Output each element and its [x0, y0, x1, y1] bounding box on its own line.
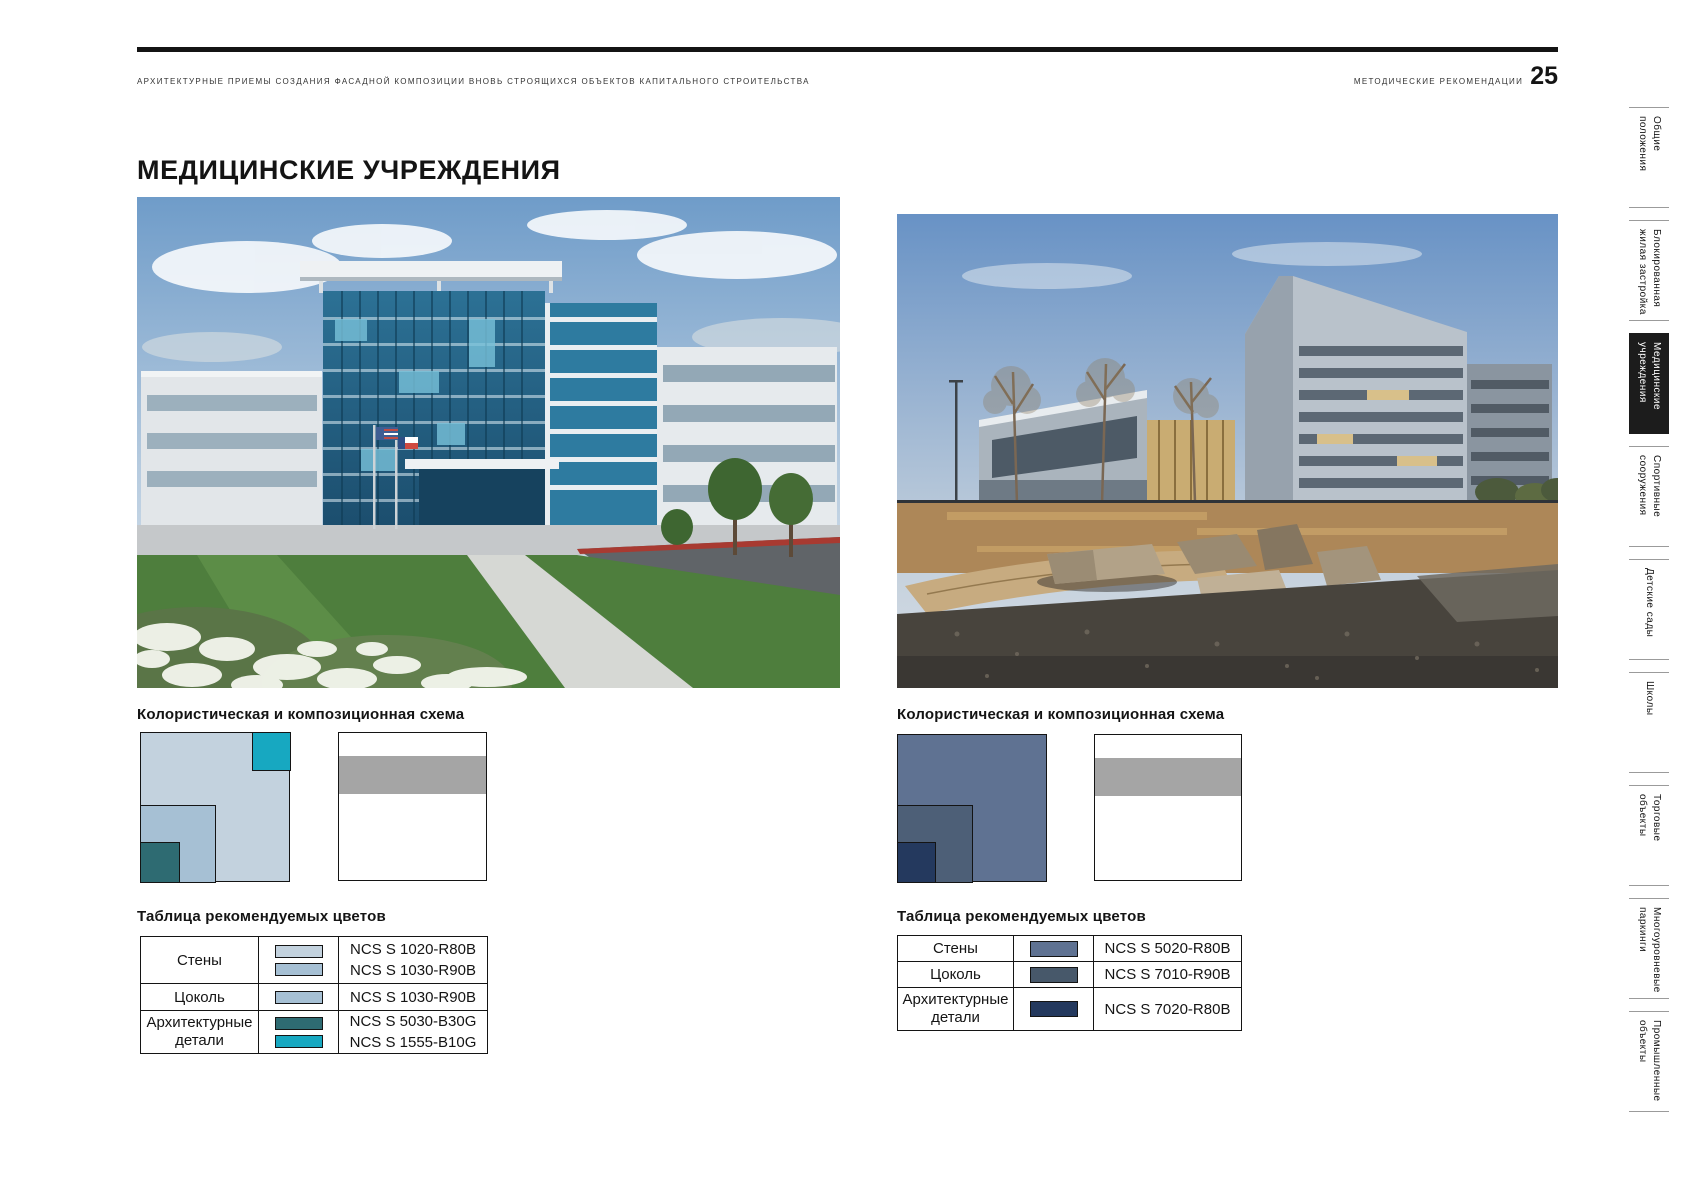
- sidebar-item-label: Общие положения: [1637, 116, 1662, 172]
- left-photo-illustration: [137, 197, 840, 688]
- sidebar-item-promyshlennye-obekty[interactable]: [1629, 1011, 1669, 1112]
- color-swatch: [1030, 1001, 1078, 1017]
- right-palette-box: [897, 734, 1047, 882]
- cell-code: NCS S 5030-B30G NCS S 1555-B10G: [339, 1011, 488, 1054]
- header-left-text: АРХИТЕКТУРНЫЕ ПРИЕМЫ СОЗДАНИЯ ФАСАДНОЙ КОМПОЗИЦИИ ВНОВЬ СТРОЯЩИХСЯ ОБЪЕКТОВ КАПИТАЛЬНОГО СТРОИТЕЛЬСТВА: [137, 77, 810, 86]
- header-right: [1354, 62, 1558, 91]
- left-detail-square: [140, 842, 180, 883]
- cell-label: Стены: [141, 937, 259, 984]
- cell-label: Цоколь: [898, 962, 1014, 988]
- left-composition-box: [338, 732, 487, 881]
- right-scheme-heading: Колористическая и композиционная схема: [897, 706, 1225, 723]
- left-photo: [137, 197, 840, 688]
- cell-code: NCS S 7010-R90B: [1094, 962, 1242, 988]
- table-row: [141, 937, 488, 984]
- left-color-table: [140, 936, 488, 1054]
- cell-label: Стены: [898, 936, 1014, 962]
- cell-label: Архитектурные детали: [898, 988, 1014, 1031]
- sidebar-item-label: Многоуровневые паркинги: [1637, 907, 1662, 993]
- ground-and-rocks: [897, 500, 1558, 688]
- cell-code: NCS S 1020-R80B NCS S 1030-R90B: [339, 937, 488, 984]
- left-table-heading: Таблица рекомендуемых цветов: [137, 908, 386, 925]
- cell-swatch: [259, 1011, 339, 1054]
- right-detail-square: [897, 842, 936, 883]
- cell-label: Архитектурные детали: [141, 1011, 259, 1054]
- cell-label: Цоколь: [141, 984, 259, 1011]
- sidebar-item-blokirovannaya-zastroyka[interactable]: [1629, 220, 1669, 321]
- sidebar-item-detskie-sady[interactable]: [1629, 559, 1669, 660]
- cell-swatch: [1014, 936, 1094, 962]
- right-photo-illustration: [897, 214, 1558, 688]
- sidebar-item-label: Промышленные объекты: [1637, 1020, 1662, 1102]
- table-row: [141, 984, 488, 1011]
- left-composition-band: [339, 756, 486, 794]
- left-accent-square: [252, 732, 291, 771]
- cell-swatch: [1014, 962, 1094, 988]
- left-palette-box: [140, 732, 290, 882]
- header-right-text: МЕТОДИЧЕСКИЕ РЕКОМЕНДАЦИИ: [1353, 77, 1524, 86]
- sidebar-item-label: Блокированная жилая застройка: [1637, 229, 1662, 315]
- cell-code: NCS S 7020-R80B: [1094, 988, 1242, 1031]
- page-number: 25: [1530, 62, 1558, 90]
- cell-swatch: [259, 937, 339, 984]
- sidebar-item-shkoly[interactable]: [1629, 672, 1669, 773]
- sidebar-item-torgovye-obekty[interactable]: [1629, 785, 1669, 886]
- table-row: [141, 1011, 488, 1054]
- right-photo: [897, 214, 1558, 688]
- color-swatch: [275, 1017, 323, 1030]
- color-swatch: [275, 1035, 323, 1048]
- right-color-table: [897, 935, 1242, 1031]
- page-title: МЕДИЦИНСКИЕ УЧРЕЖДЕНИЯ: [137, 155, 561, 185]
- color-swatch: [1030, 941, 1078, 957]
- header-rule: [137, 47, 1558, 52]
- right-composition-box: [1094, 734, 1242, 881]
- sidebar-item-label: Детские сады: [1644, 568, 1655, 638]
- sidebar-item-label: Медицинские учреждения: [1637, 342, 1662, 411]
- table-row: [898, 988, 1242, 1031]
- sidebar-item-meditsinskie-uchrezhdeniya[interactable]: [1629, 333, 1669, 434]
- color-swatch: [275, 991, 323, 1004]
- sidebar-item-mnogourovnevye-parkingi[interactable]: [1629, 898, 1669, 999]
- color-swatch: [1030, 967, 1078, 983]
- sidebar-item-label: Школы: [1644, 681, 1655, 716]
- right-table-heading: Таблица рекомендуемых цветов: [897, 908, 1146, 925]
- color-swatch: [275, 945, 323, 958]
- cell-swatch: [1014, 988, 1094, 1031]
- sidebar-item-label: Торговые объекты: [1637, 794, 1662, 842]
- cell-code: NCS S 5020-R80B: [1094, 936, 1242, 962]
- right-composition-band: [1095, 758, 1241, 796]
- sidebar-item-sportivnye-sooruzheniya[interactable]: [1629, 446, 1669, 547]
- cell-code: NCS S 1030-R90B: [339, 984, 488, 1011]
- sidebar-item-label: Спортивные сооружения: [1637, 455, 1662, 518]
- sidebar-item-obshchie-polozheniya[interactable]: [1629, 107, 1669, 208]
- cell-swatch: [259, 984, 339, 1011]
- table-row: [898, 936, 1242, 962]
- table-row: [898, 962, 1242, 988]
- color-swatch: [275, 963, 323, 976]
- left-scheme-heading: Колористическая и композиционная схема: [137, 706, 465, 723]
